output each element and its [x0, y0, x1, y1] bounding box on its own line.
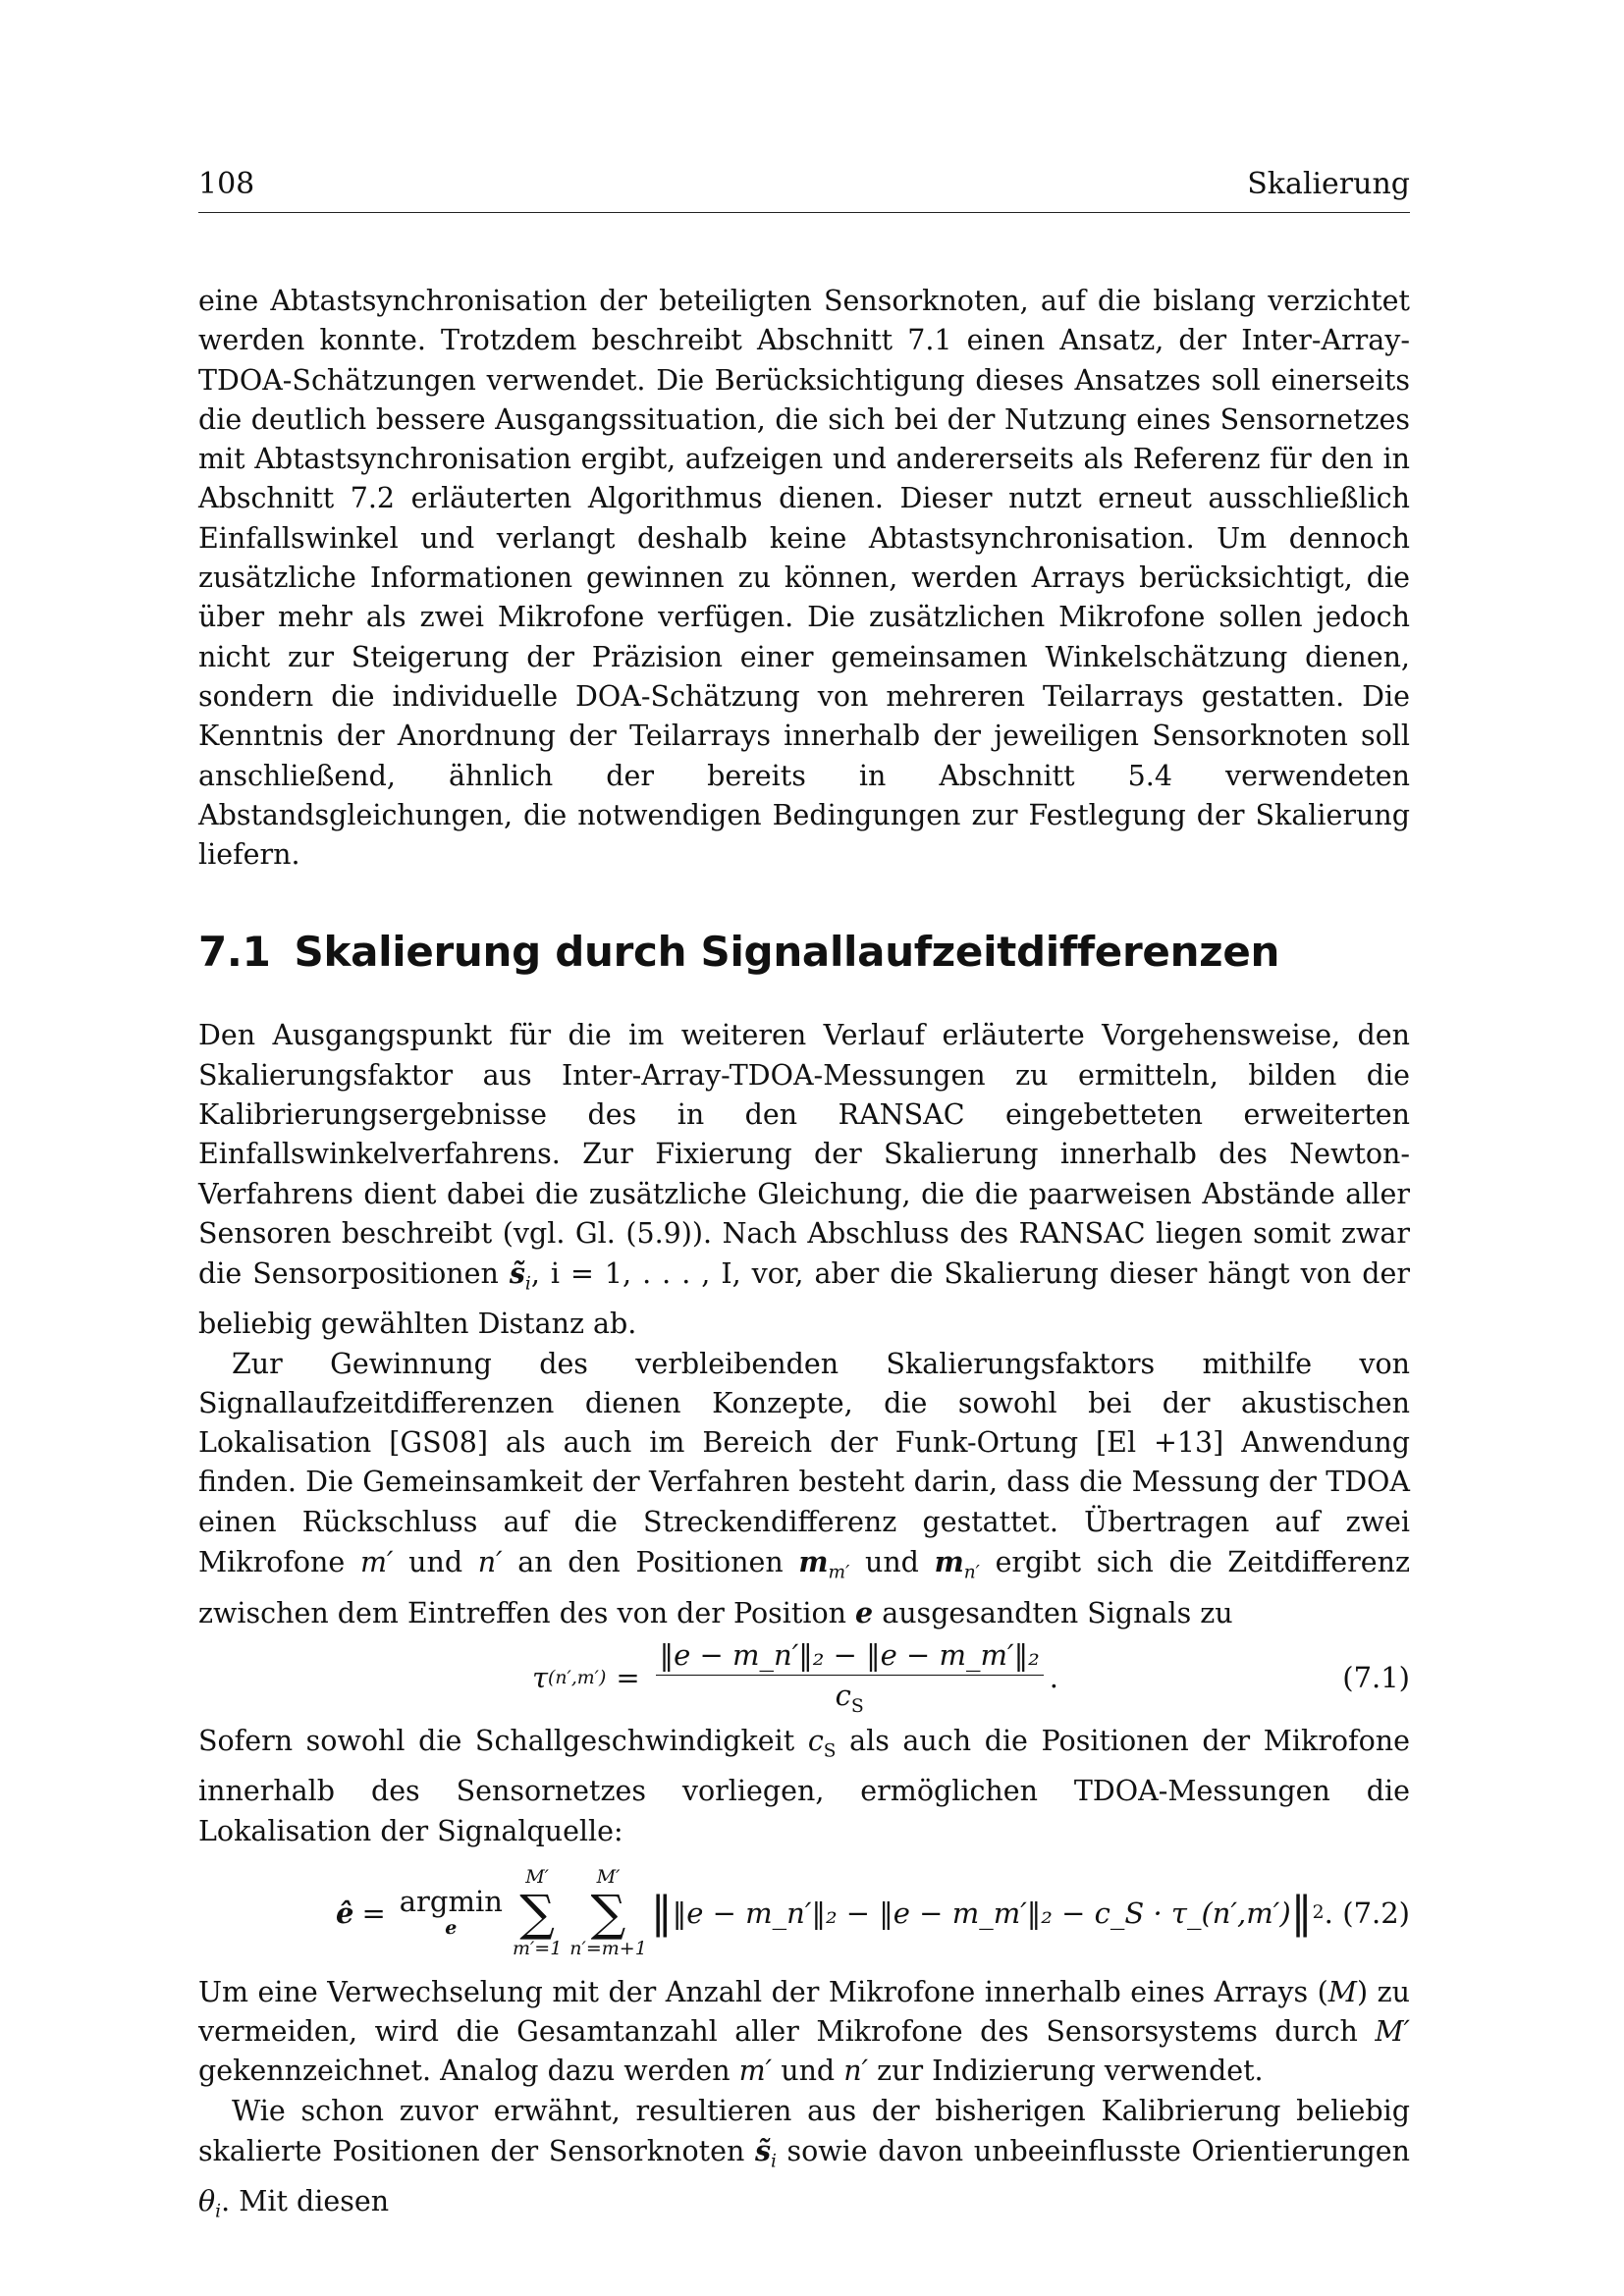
section-title: Skalierung durch Signallaufzeitdifferenzen [294, 928, 1280, 977]
page [198, 167, 1410, 2232]
intro-paragraph: eine Abtastsynchronisation der beteiligten Sensorknoten, auf die bislang verzichtet werden konnte. Trotzdem beschreibt Abschnitt 7.1 einen Ansatz, der Inter-Array-TDOA-Schätzungen verwendet. Die Berücksichtigung dieses Ansatzes soll einerseits die deutlich bessere Ausgangssituation, die sich bei der Nutzung eines Sensornetzes mit Abtastsynchronisation ergibt, aufzeigen und andererseits als Referenz für den in Abschnitt 7.2 erläuterten Algorithmus dienen. Dieser nutzt erneut ausschließlich Einfallswinkel und verlangt deshalb keine Abtastsynchronisation. Um dennoch zusätzliche Informationen gewinnen zu können, werden Arrays berücksichtigt, die über mehr als zwei Mikrofone verfügen. Die zusätzlichen Mikrofone sollen jedoch nicht zur Steigerung der Präzision einer gemeinsamen Winkelschätzung dienen, sondern die individuelle DOA-Schätzung von mehreren Teilarrays gestatten. Die Kenntnis der Anordnung der Teilarrays innerhalb der jeweiligen Sensorknoten soll anschließend, ähnlich der bereits in Abschnitt 5.4 verwendeten Abstandsgleichungen, die notwendigen Bedingungen zur Festlegung der Skalierung liefern. [198, 285, 1410, 872]
text-run: Sofern sowohl die Schallgeschwindigkeit [198, 1725, 808, 1758]
text-run: , i = 1, . . . , I, vor, aber die Skalierung dieser hängt von der beliebig gewählten Distanz ab. [198, 1257, 1410, 1341]
subscript-i: i [215, 2201, 222, 2222]
text-run: Zur Gewinnung des verbleibenden Skalierungsfaktors mithilfe von Signallaufzeitdifferenzen dienen Konzepte, die sowohl bei der akustischen Lokalisation [GS08] als auch im Bereich der Funk-Ortung [El +13] Anwendung finden. Die Gemeinsamkeit der Verfahren besteht darin, dass die Messung der TDOA einen Rückschluss auf die Streckendifferenz gestattet. Übertragen auf zwei Mikrofone [198, 1347, 1410, 1578]
text-run: zur Indizierung verwendet. [868, 2055, 1264, 2088]
section-number: 7.1 [198, 928, 271, 977]
eq-denominator: c [835, 1679, 851, 1713]
symbol-s-tilde: s̃ [509, 1256, 525, 1291]
eq-numerator: ‖e − m_n′‖₂ − ‖e − m_m′‖₂ [656, 1638, 1044, 1676]
sum-inner [569, 1865, 647, 1959]
norm-close: ‖ [1290, 1887, 1313, 1938]
subscript-s: S [823, 1740, 837, 1762]
sum-lower-limit: n′=m+1 [569, 1937, 647, 1959]
sum-symbol: ∑ [519, 1884, 555, 1942]
sum-symbol: ∑ [590, 1884, 626, 1942]
eq-fraction [656, 1638, 1044, 1717]
norm-subscript: 2 [1312, 1902, 1325, 1924]
paragraph-ausgangspunkt [198, 1016, 1410, 1344]
text-run: ) zu vermeiden, wird die Gesamtanzahl aller Mikrofone des Sensorsystems durch [198, 1975, 1410, 2049]
text-run: an den Positionen [502, 1546, 799, 1578]
symbol-n-prime: n′ [477, 1546, 503, 1578]
running-title: Skalierung [1247, 167, 1410, 201]
eq-argmin [400, 1887, 503, 1939]
symbol-M: M [1327, 1975, 1357, 2008]
symbol-n-prime: n′ [843, 2055, 869, 2088]
eq-equals: = [361, 1896, 386, 1930]
eq-lhs-tau: τ [532, 1661, 549, 1695]
symbol-m-prime: m′ [359, 1546, 394, 1578]
subscript: m′ [828, 1562, 850, 1583]
text-run: und [849, 1546, 935, 1578]
paragraph-gewinnung [198, 1345, 1410, 1634]
page-number: 108 [198, 167, 255, 201]
symbol-e: e [855, 1595, 874, 1629]
equation-7-2 [198, 1859, 1410, 1967]
sum-lower-limit: m′=1 [512, 1937, 563, 1959]
argmin-variable: e [445, 1917, 458, 1940]
text-run: Um eine Verwechselung mit der Anzahl der Mikrofone innerhalb eines Arrays ( [198, 1975, 1328, 2008]
eq-period: . [1324, 1896, 1333, 1930]
eq-equals: = [616, 1661, 640, 1695]
symbol-m-prime: m′ [738, 2055, 773, 2088]
text-run: Den Ausgangspunkt für die im weiteren Verlauf erläuterte Vorgehensweise, den Skalierungsfaktor aus Inter-Array-TDOA-Messungen zu ermitteln, bilden die Kalibrierungsergebnisse des in den RANSAC eingebetteten erweiterten Einfallswinkelverfahrens. Zur Fixierung der Skalierung innerhalb des Newton-Verfahrens dient dabei die zusätzliche Gleichung, die die paarweisen Abstände aller Sensoren beschreibt (vgl. Gl. (5.9)). Nach Abschluss des RANSAC liegen somit zwar die Sensorpositionen [198, 1019, 1410, 1291]
symbol-position-m: m [798, 1545, 829, 1578]
subscript-i: i [524, 1273, 531, 1295]
paragraph-sofern [198, 1722, 1410, 1851]
equation-7-1 [198, 1633, 1410, 1722]
sum-upper-limit: M′ [525, 1865, 549, 1888]
paragraph-verwechselung [198, 1973, 1410, 2092]
text-run: als auch die Positionen der Mikrofone innerhalb des Sensornetzes vorliegen, ermöglichen TDOA-Messungen die Lokalisation der Signalquelle: [198, 1725, 1410, 1847]
sum-outer [512, 1865, 563, 1959]
symbol-M-prime: M′ [1375, 2015, 1410, 2049]
symbol-theta: θ [198, 2185, 216, 2218]
text-run: und [772, 2055, 844, 2088]
text-run: ergibt sich die Zeitdifferenz zwischen dem Eintreffen des von der Position [198, 1546, 1410, 1629]
eq-denominator-subscript: S [850, 1696, 864, 1718]
eq-period: . [1049, 1661, 1058, 1695]
eq-body: ‖e − m_n′‖₂ − ‖e − m_m′‖₂ − c_S · τ_(n′,m′) [672, 1896, 1291, 1930]
eq-lhs-subscript: (n′,m′) [548, 1667, 607, 1688]
symbol-position-n: m [934, 1545, 964, 1578]
text-run: sowie davon unbeeinflusste Orientierungen [776, 2135, 1410, 2168]
running-header [198, 167, 1410, 213]
symbol-s-tilde: s̃ [754, 2134, 771, 2168]
symbol-c: c [807, 1725, 824, 1758]
text-run: ausgesandten Signals zu [873, 1596, 1233, 1629]
sum-upper-limit: M′ [596, 1865, 621, 1888]
section-heading [198, 928, 1410, 977]
subscript-i: i [770, 2151, 777, 2172]
equation-number: (7.1) [1342, 1661, 1410, 1695]
text-run: gekennzeichnet. Analog dazu werden [198, 2055, 739, 2088]
equation-number: (7.2) [1342, 1896, 1410, 1930]
argmin-operator: argmin [399, 1885, 503, 1919]
subscript: n′ [963, 1562, 980, 1583]
text-run: und [393, 1546, 478, 1578]
text-run: Wie schon zuvor erwähnt, resultieren aus der bisherigen Kalibrierung beliebig skalierte Positionen der Sensorknoten [198, 2094, 1410, 2168]
eq-lhs-e-hat: ê [336, 1896, 354, 1930]
norm-open: ‖ [650, 1887, 673, 1938]
text-run: . Mit diesen [221, 2185, 390, 2218]
paragraph-wie-schon [198, 2092, 1410, 2232]
